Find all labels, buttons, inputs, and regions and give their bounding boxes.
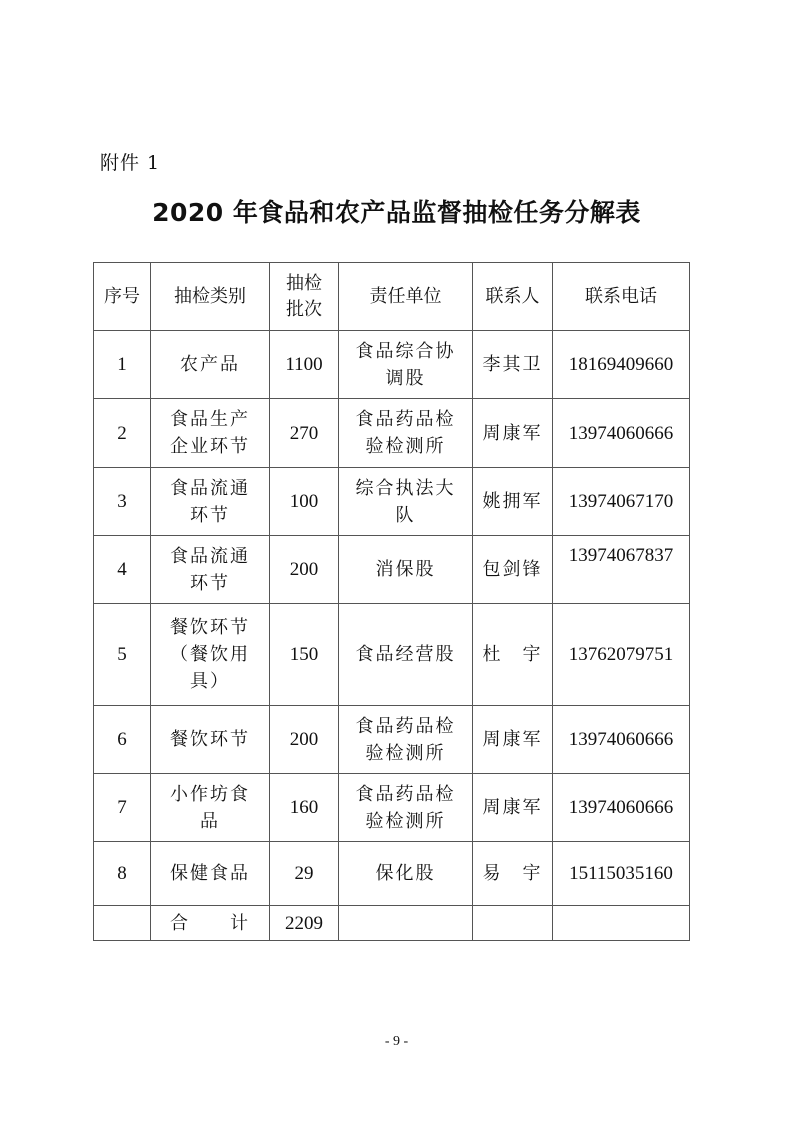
cell-index: 5 (94, 604, 151, 706)
attachment-label: 附件 1 (100, 152, 161, 174)
cell-batches: 150 (270, 604, 339, 706)
table-row (94, 604, 690, 706)
cell-index (94, 906, 151, 941)
cell-batches: 1100 (270, 331, 339, 399)
table-row (94, 842, 690, 906)
cell-unit: 综合执法大 队 (339, 468, 473, 536)
cell-category: 餐饮环节 (151, 706, 270, 774)
cell-phone: 13974060666 (553, 399, 690, 468)
cell-index: 6 (94, 706, 151, 774)
header-cell: 联系人 (473, 263, 553, 331)
header-cell: 责任单位 (339, 263, 473, 331)
task-table (93, 262, 690, 941)
table-row (94, 706, 690, 774)
cell-phone: 13974067837 (553, 536, 690, 604)
cell-contact: 周康军 (473, 774, 553, 842)
cell-phone: 18169409660 (553, 331, 690, 399)
cell-batches: 29 (270, 842, 339, 906)
cell-unit: 食品经营股 (339, 604, 473, 706)
cell-index: 3 (94, 468, 151, 536)
cell-phone: 13974060666 (553, 706, 690, 774)
document-title: 2020 年食品和农产品监督抽检任务分解表 (152, 198, 641, 227)
cell-index: 7 (94, 774, 151, 842)
cell-category: 食品流通 环节 (151, 536, 270, 604)
cell-unit: 食品药品检 验检测所 (339, 706, 473, 774)
cell-contact (473, 906, 553, 941)
cell-index: 4 (94, 536, 151, 604)
cell-category: 餐饮环节 （餐饮用 具） (151, 604, 270, 706)
total-batches: 2209 (270, 906, 339, 941)
cell-category: 食品生产 企业环节 (151, 399, 270, 468)
cell-unit: 食品药品检 验检测所 (339, 774, 473, 842)
cell-contact: 周康军 (473, 399, 553, 468)
cell-unit: 食品药品检 验检测所 (339, 399, 473, 468)
cell-phone: 13974067170 (553, 468, 690, 536)
table-row (94, 331, 690, 399)
cell-batches: 160 (270, 774, 339, 842)
cell-phone: 15115035160 (553, 842, 690, 906)
header-cell: 抽检 批次 (270, 263, 339, 331)
cell-index: 8 (94, 842, 151, 906)
cell-contact: 易 宇 (473, 842, 553, 906)
cell-contact: 包剑锋 (473, 536, 553, 604)
cell-batches: 200 (270, 536, 339, 604)
cell-phone: 13762079751 (553, 604, 690, 706)
page-number: - 9 - (384, 1034, 409, 1049)
cell-index: 1 (94, 331, 151, 399)
cell-category: 食品流通 环节 (151, 468, 270, 536)
header-cell: 联系电话 (553, 263, 690, 331)
cell-unit: 保化股 (339, 842, 473, 906)
cell-batches: 270 (270, 399, 339, 468)
table-row (94, 468, 690, 536)
cell-unit (339, 906, 473, 941)
table-row (94, 399, 690, 468)
table-row (94, 774, 690, 842)
cell-category: 保健食品 (151, 842, 270, 906)
cell-batches: 100 (270, 468, 339, 536)
cell-contact: 周康军 (473, 706, 553, 774)
cell-unit: 消保股 (339, 536, 473, 604)
table-row (94, 536, 690, 604)
cell-contact: 姚拥军 (473, 468, 553, 536)
cell-contact: 李其卫 (473, 331, 553, 399)
cell-contact: 杜 宇 (473, 604, 553, 706)
cell-category: 农产品 (151, 331, 270, 399)
header-cell: 序号 (94, 263, 151, 331)
total-label: 合 计 (151, 906, 270, 941)
cell-phone (553, 906, 690, 941)
cell-unit: 食品综合协 调股 (339, 331, 473, 399)
cell-phone: 13974060666 (553, 774, 690, 842)
table-header-row (94, 263, 690, 331)
cell-category: 小作坊食 品 (151, 774, 270, 842)
table-total-row (94, 906, 690, 941)
header-cell: 抽检类别 (151, 263, 270, 331)
cell-index: 2 (94, 399, 151, 468)
cell-batches: 200 (270, 706, 339, 774)
